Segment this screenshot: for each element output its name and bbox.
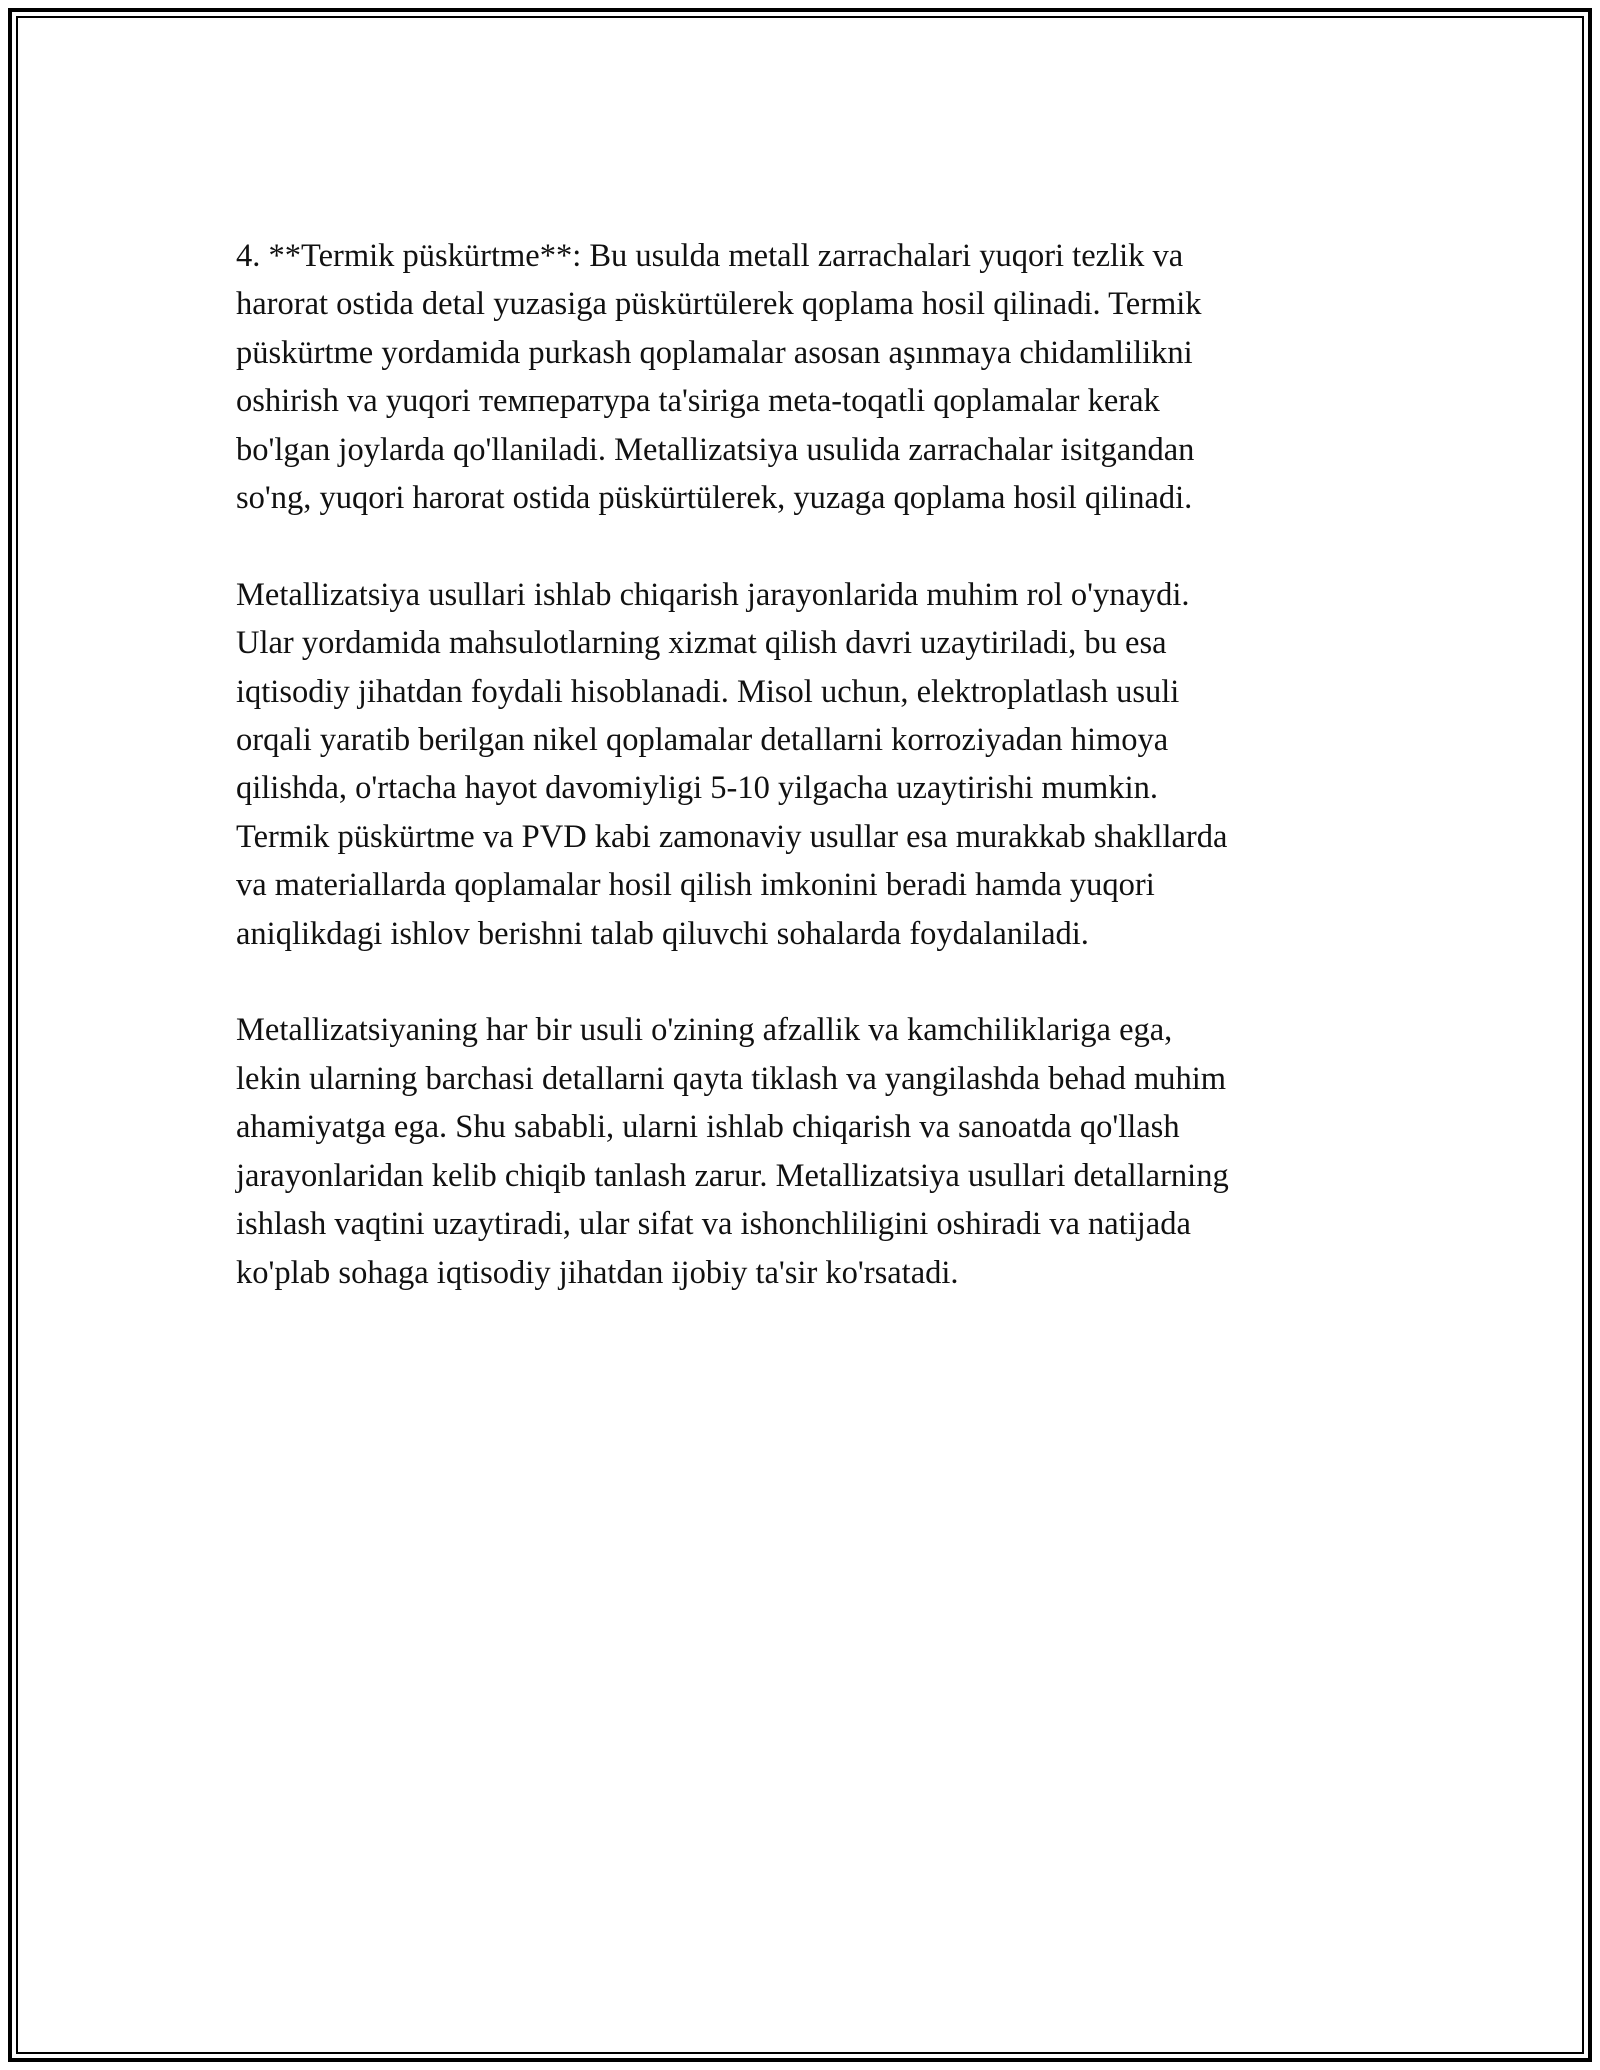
paragraph-metallizatsiya-importance: Metallizatsiya usullari ishlab chiqarish jarayonlarida muhim rol o'ynaydi. Ular yordamida mahsulotlarning xizmat qilish davri uzaytiriladi, bu esa iqtisodiy jihatdan foydali hisoblanadi. Misol uchun, elektroplatlash usuli orqali yaratib berilgan nikel qoplamalar detallarni korroziyadan himoya qilishda, o'rtacha hayot davomiyligi 5-10 yilgacha uzaytirishi mumkin. Termik püskürtme va PVD kabi zamonaviy usullar esa murakkab shakllarda va materiallarda qoplamalar hosil qilish imkonini beradi hamda yuqori aniqlikdagi ishlov berishni talab qiluvchi sohalarda foydalaniladi. [236, 576, 1228, 952]
paragraph-metallizatsiya-conclusion: Metallizatsiyaning har bir usuli o'zining afzallik va kamchiliklariga ega, lekin ularning barchasi detallarni qayta tiklash va yangilashda behad muhim ahamiyatga ega. Shu sababli, ularni ishlab chiqarish va sanoatda qo'llash jarayonlaridan kelib chiqib tanlash zarur. Metallizatsiya usullari detallarning ishlash vaqtini uzaytiradi, ular sifat va ishonchliligini oshiradi va natijada ko'plab sohaga iqtisodiy jihatdan ijobiy ta'sir ko'rsatadi. [236, 1012, 1229, 1291]
document-body [236, 232, 1364, 1345]
paragraph-termik-puskurtme: 4. **Termik püskürtme**: Bu usulda metall zarrachalari yuqori tezlik va harorat ostida detal yuzasiga püskürtülerek qoplama hosil qilinadi. Termik püskürtme yordamida purkash qoplamalar asosan aşınmaya chidamlilikni oshirish va yuqori температура ta'siriga meta-toqatli qoplamalar kerak bo'lgan joylarda qo'llaniladi. Metallizatsiya usulida zarrachalar isitgandan so'ng, yuqori harorat ostida püskürtülerek, yuzaga qoplama hosil qilinadi. [236, 238, 1202, 517]
